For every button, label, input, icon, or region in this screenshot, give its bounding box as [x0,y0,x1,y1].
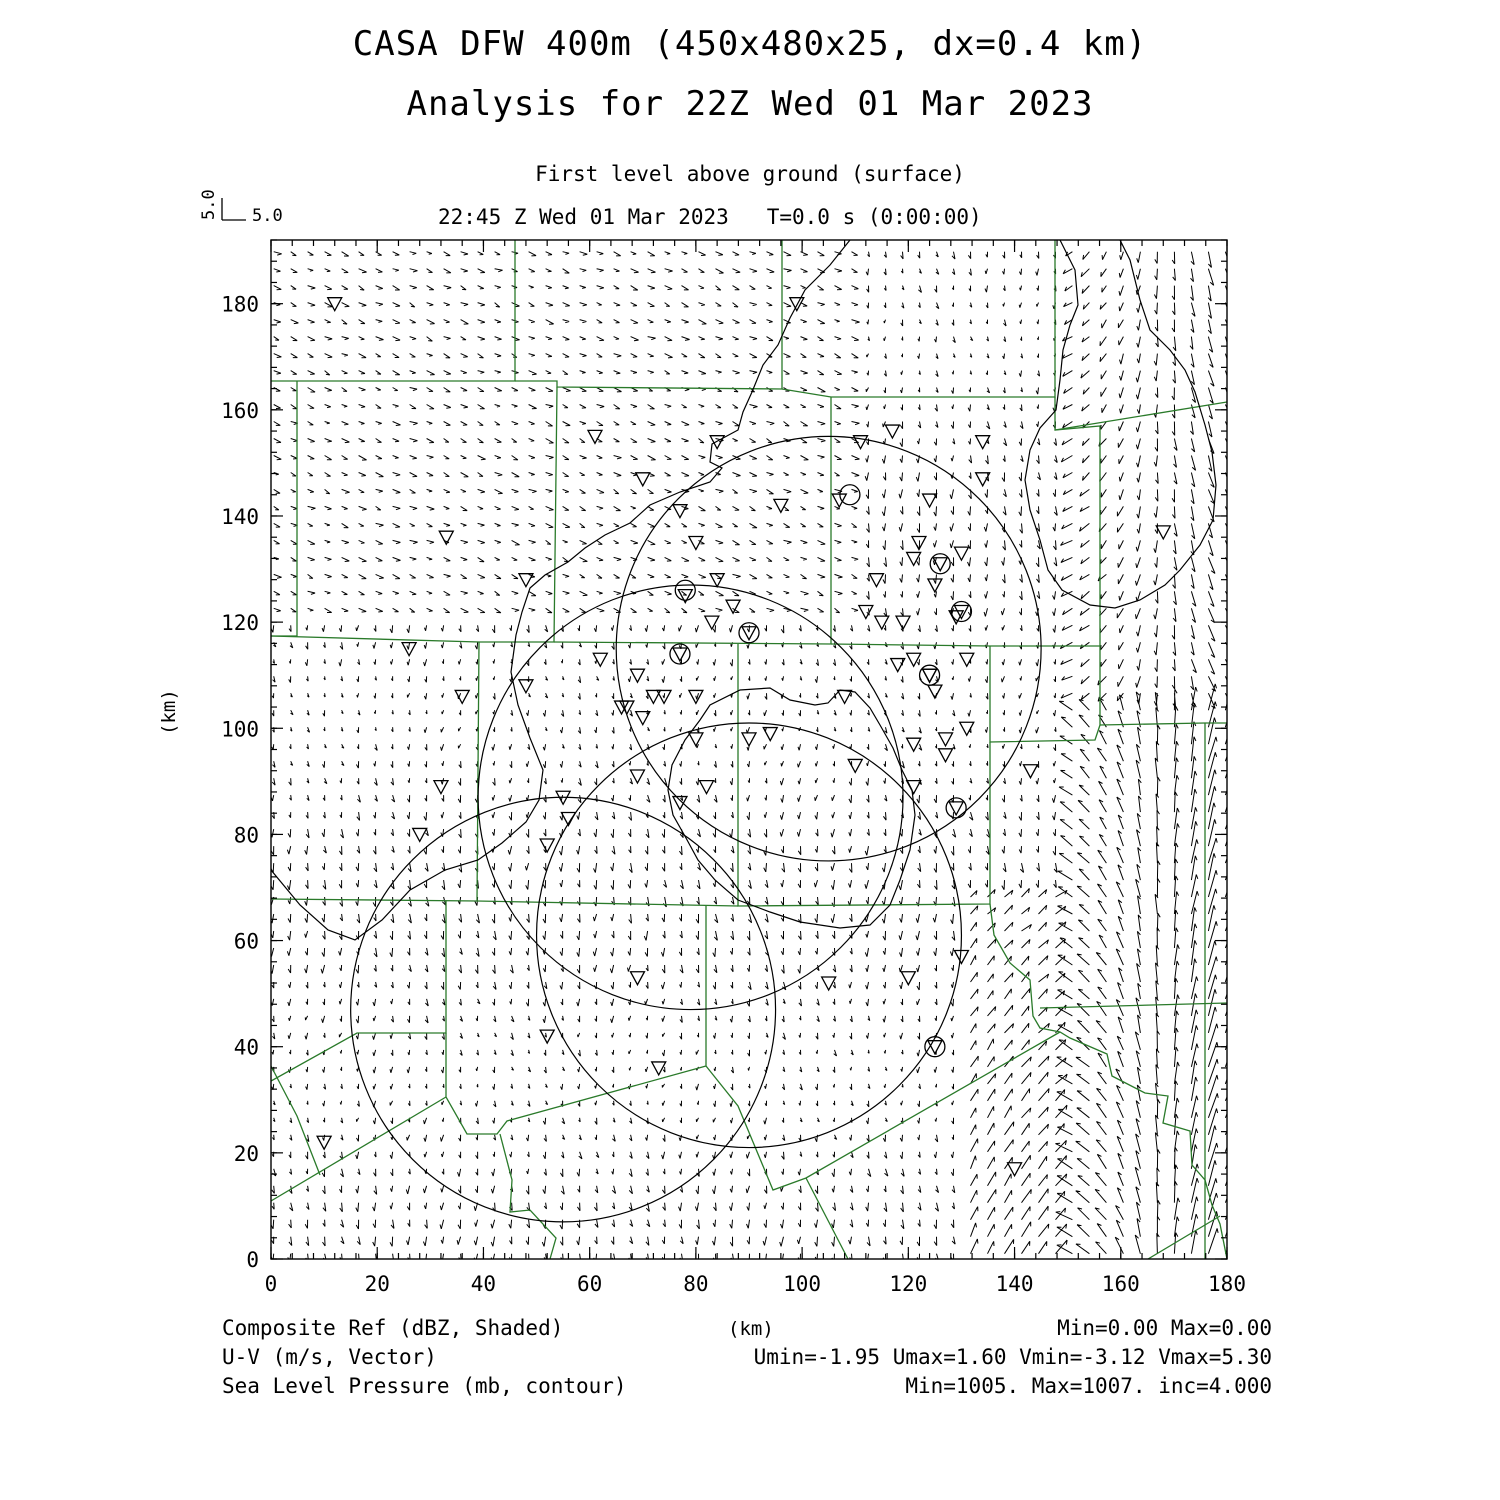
station-marker [875,616,889,629]
station-marker [540,1030,554,1043]
county-line [446,906,706,1134]
station-marker [519,680,533,693]
station-marker [907,552,921,565]
y-tick-label: 120 [221,611,259,636]
station-marker [907,738,921,751]
county-line [515,240,782,389]
station-marker [763,728,777,741]
station-marker [1156,526,1170,539]
county-line [782,240,1055,397]
county-line [1100,723,1227,725]
y-tick-label: 100 [221,717,259,742]
wind-vectors [270,252,1238,1264]
time-label: 22:45 Z Wed 01 Mar 2023 T=0.0 s (0:00:00) [438,205,982,229]
x-tick-label: 100 [783,1272,822,1296]
radar-ring [616,436,1041,861]
station-marker [848,759,862,772]
y-axis-label: (km) [158,689,180,735]
county-line [271,387,557,642]
station-marker [923,494,937,507]
x-tick-label: 180 [1208,1272,1246,1296]
county-line [738,644,990,906]
station-marker [328,298,342,311]
station-marker [923,669,937,682]
x-tick-label: 20 [364,1272,390,1296]
station-marker [413,828,427,841]
y-tick-label: 140 [221,504,259,529]
county-line [806,1178,848,1259]
station-marker [673,797,687,810]
station-marker [636,473,650,486]
field-stats-pressure: Min=1005. Max=1007. inc=4.000 [905,1374,1272,1398]
wind-vector-arrows [270,252,1238,1264]
station-marker [933,558,947,571]
station-marker [1008,1163,1022,1176]
county-line [271,1066,320,1175]
radar-ring [537,723,962,1148]
station-marker [939,733,953,746]
station-marker [673,648,687,661]
x-tick-label: 40 [470,1272,497,1296]
station-marker [822,977,836,990]
station-marker [949,802,963,815]
x-tick-label: 160 [1101,1272,1140,1296]
pressure-contours [271,240,1216,940]
y-tick-label: 40 [233,1035,259,1060]
level-label: First level above ground (surface) [535,162,965,186]
station-marker [593,653,607,666]
station-marker [540,839,554,852]
axis-tick-labels [221,293,1246,1296]
x-tick-label: 0 [264,1272,278,1296]
x-tick-label: 60 [577,1272,603,1296]
station-marker [960,653,974,666]
station-marker [700,781,714,794]
x-axis-label: (km) [728,1318,774,1340]
radar-ring [478,585,903,1010]
y-tick-label: 160 [221,398,259,423]
y-tick-label: 180 [221,292,259,317]
y-tick-label: 80 [233,823,259,848]
chart-title-line1: CASA DFW 400m (450x480x25, dx=0.4 km) [352,24,1148,64]
station-marker [869,574,883,587]
station-marker [630,770,644,783]
station-marker [742,733,756,746]
x-tick-label: 140 [995,1272,1034,1296]
station-marker [434,781,448,794]
station-marker [954,547,968,560]
county-line [1040,1003,1227,1008]
county-line [271,240,515,381]
station-markers [317,298,1170,1176]
radar-ring [351,797,776,1222]
county-line [271,642,479,901]
station-marker [928,579,942,592]
field-stats-wind: Umin=-1.95 Umax=1.60 Vmin=-3.12 Vmax=5.30 [753,1345,1272,1369]
field-label-wind: U-V (m/s, Vector) [222,1345,437,1369]
station-marker [954,606,968,619]
field-stats-reflectivity: Min=0.00 Max=0.00 [1057,1316,1272,1340]
station-marker [705,616,719,629]
county-line [271,381,297,636]
vector-key [199,189,283,226]
county-line [271,1097,446,1201]
station-marker [960,722,974,735]
station-marker [1023,765,1037,778]
station-circle [840,485,860,505]
station-marker [689,537,703,550]
station-marker [630,972,644,985]
x-tick-label: 80 [683,1272,709,1296]
station-marker [923,669,937,682]
x-tick-label: 120 [889,1272,928,1296]
station-marker [954,950,968,963]
station-marker [901,972,915,985]
vector-key-v-label: 5.0 [199,189,219,220]
station-marker [838,690,852,703]
y-tick-label: 60 [233,929,259,954]
county-line [990,646,1100,742]
station-marker [939,749,953,762]
station-marker [689,733,703,746]
field-label-pressure: Sea Level Pressure (mb, contour) [222,1374,627,1398]
vector-key-u-label: 5.0 [252,206,283,226]
station-marker [630,669,644,682]
station-marker [652,1062,666,1075]
station-marker [455,690,469,703]
station-marker [832,494,846,507]
station-marker [885,425,899,438]
pressure-contour-line [668,688,915,928]
county-line [1055,402,1227,430]
station-marker [439,531,453,544]
county-line [271,901,446,1081]
chart-title-line2: Analysis for 22Z Wed 01 Mar 2023 [406,84,1094,124]
field-label-reflectivity: Composite Ref (dBZ, Shaded) [222,1316,564,1340]
y-tick-label: 0 [246,1248,259,1272]
y-tick-label: 20 [233,1141,259,1166]
county-line [706,1032,1060,1190]
station-marker [673,505,687,518]
station-marker [859,606,873,619]
